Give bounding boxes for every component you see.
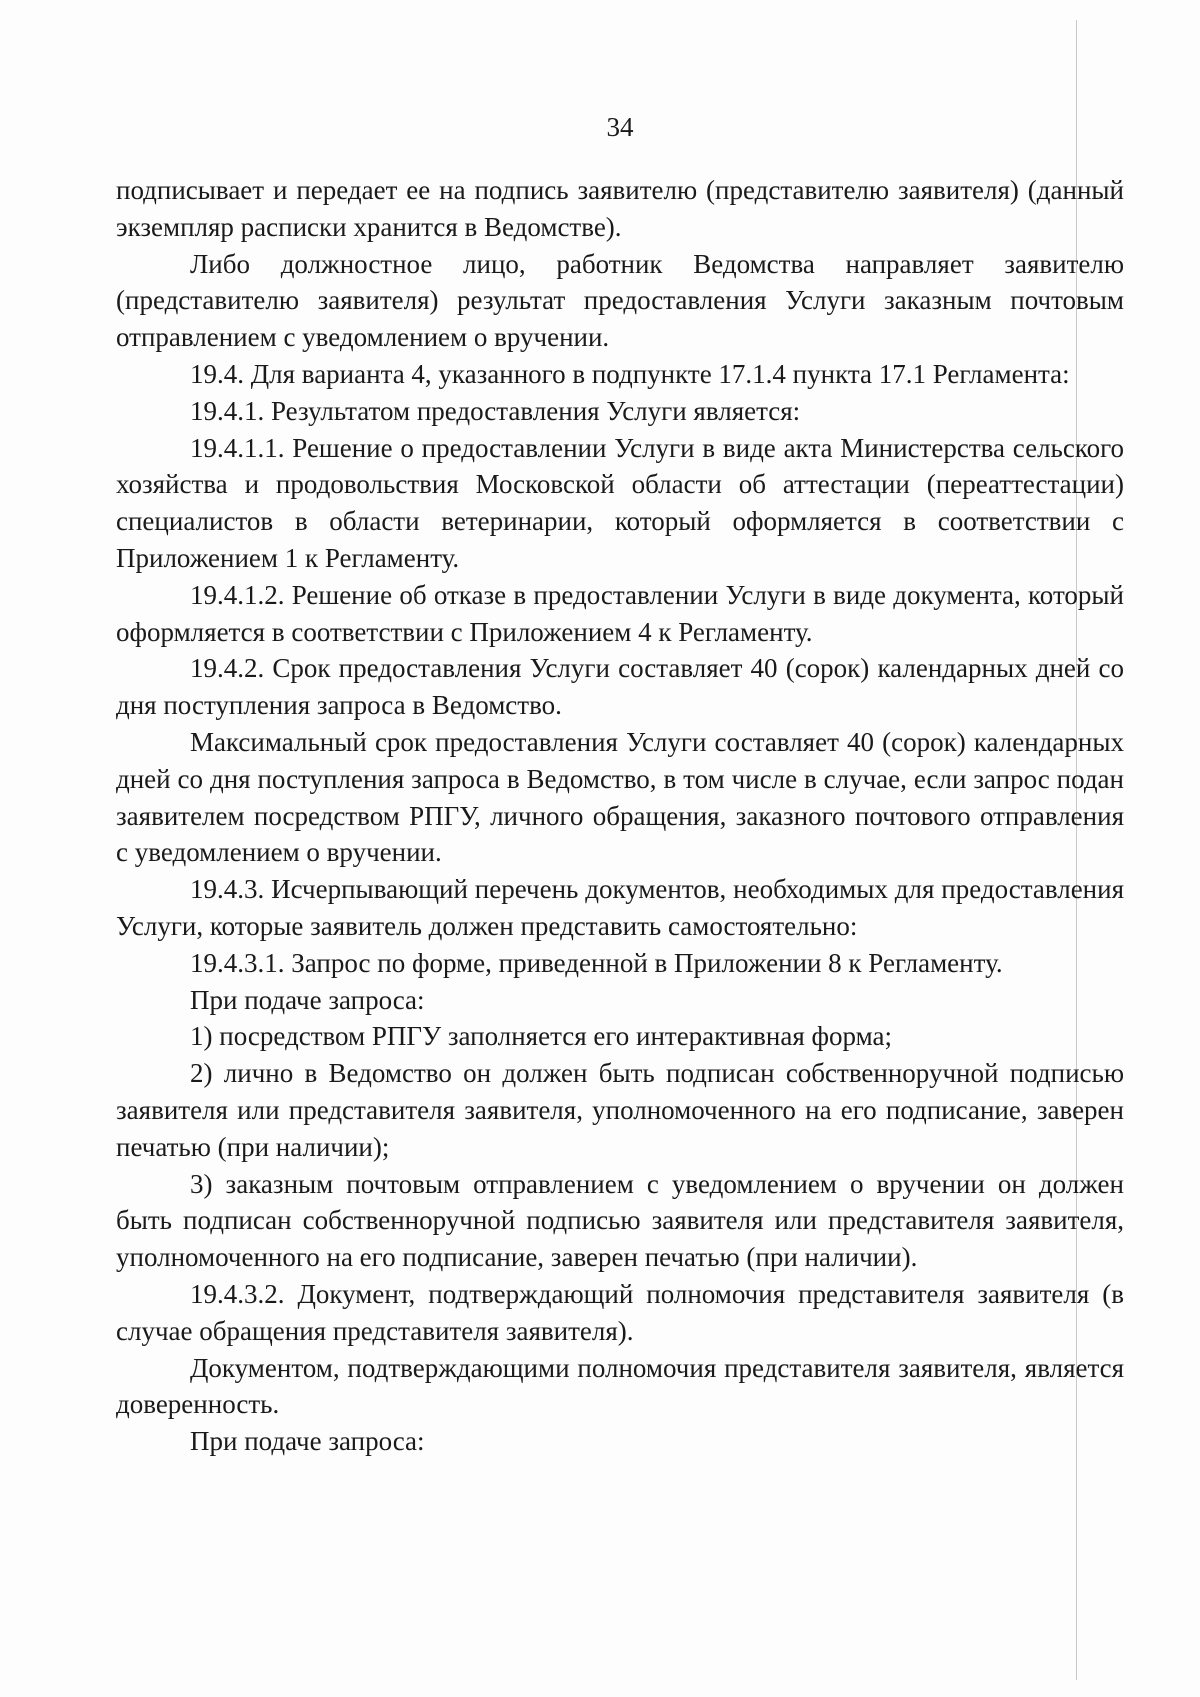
paragraph: 3) заказным почтовым отправлением с уведомлением о вручении он должен быть подписан собственноручной подписью заявителя или представителя заявителя, уполномоченного на его подписание, заверен печатью (при наличии). bbox=[116, 1168, 1124, 1273]
paragraph: 19.4.3.1. Запрос по форме, приведенной в Приложении 8 к Регламенту. bbox=[190, 947, 1003, 978]
paragraph: 19.4.1. Результатом предоставления Услуги является: bbox=[190, 395, 801, 426]
paragraph: 2) лично в Ведомство он должен быть подписан собственноручной подписью заявителя или представителя заявителя, уполномоченного на его подписание, заверен печатью (при наличии); bbox=[116, 1058, 1124, 1162]
paragraph: При подаче запроса: bbox=[190, 1426, 425, 1457]
document-body bbox=[116, 172, 1124, 1460]
page-number: 34 bbox=[606, 112, 634, 142]
paragraph: подписывает и передает ее на подпись заявителю (представителю заявителя) (данный экземпляр расписки хранится в Ведомстве). bbox=[116, 175, 1124, 242]
paragraph: 19.4.1.2. Решение об отказе в предоставлении Услуги в виде документа, который оформляется в соответствии с Приложением 4 к Регламенту. bbox=[116, 579, 1124, 647]
paragraph: 1) посредством РПГУ заполняется его интерактивная форма; bbox=[190, 1021, 892, 1052]
paragraph: При подаче запроса: bbox=[190, 984, 425, 1015]
paragraph: 19.4.2. Срок предоставления Услуги составляет 40 (сорок) календарных дней со дня поступления запроса в Ведомство. bbox=[116, 653, 1124, 721]
paragraph: 19.4. Для варианта 4, указанного в подпункте 17.1.4 пункта 17.1 Регламента: bbox=[190, 358, 1070, 389]
paragraph: Либо должностное лицо, работник Ведомства направляет заявителю (представителю заявителя) результат предоставления Услуги заказным почтовым отправлением с уведомлением о вручении. bbox=[116, 248, 1124, 353]
paragraph: 19.4.3.2. Документ, подтверждающий полномочия представителя заявителя (в случае обращения представителя заявителя). bbox=[116, 1278, 1124, 1346]
paragraph: Максимальный срок предоставления Услуги составляет 40 (сорок) календарных дней со дня поступления запроса в Ведомство, в том числе в случае, если запрос подан заявителем посредством РПГУ, личного обращения, заказного почтового отправления с уведомлением о вручении. bbox=[116, 726, 1124, 868]
paragraph: 19.4.3. Исчерпывающий перечень документов, необходимых для предоставления Услуги, которые заявитель должен представить самостоятельно: bbox=[116, 874, 1124, 941]
paragraph: 19.4.1.1. Решение о предоставлении Услуги в виде акта Министерства сельского хозяйства и продовольствия Московской области об аттестации (переаттестации) специалистов в области ветеринарии, который оформляется в соответствии с Приложением 1 к Регламенту. bbox=[116, 432, 1124, 573]
paragraph: Документом, подтверждающими полномочия представителя заявителя, является доверенность. bbox=[116, 1352, 1124, 1420]
